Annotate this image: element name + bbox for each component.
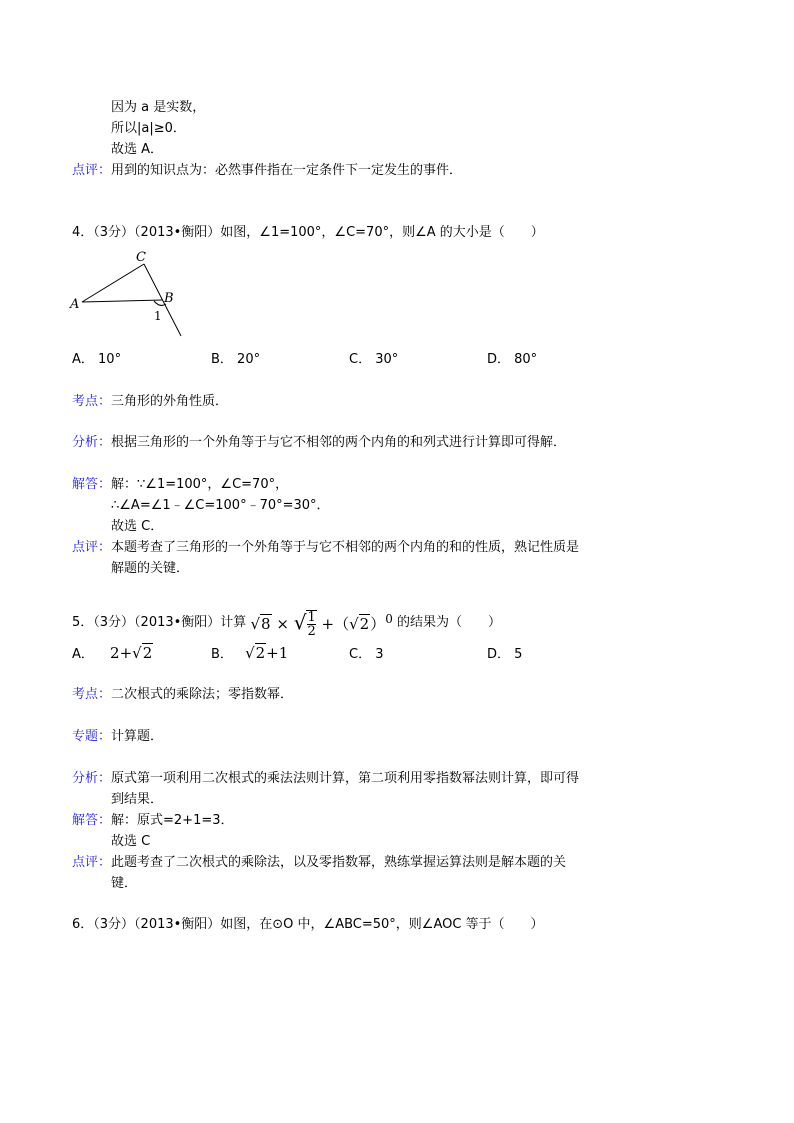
q5-stem-prefix: 5．（3分）（2013•衡阳）计算 bbox=[72, 614, 247, 630]
comment-text: 用到的知识点为：必然事件指在一定条件下一定发生的事件． bbox=[111, 163, 463, 178]
q5-analysis-2: 到结果． bbox=[111, 792, 164, 807]
option-label: A． bbox=[72, 647, 94, 662]
left-paren: （ bbox=[334, 615, 350, 633]
q4-comment-1 bbox=[72, 538, 579, 558]
numerator: 1 bbox=[307, 609, 316, 625]
topic-tag: 专题： bbox=[72, 729, 112, 744]
analysis-tag: 分析： bbox=[72, 435, 112, 450]
option-label: B． bbox=[211, 647, 233, 662]
sqrt-2: √2 bbox=[245, 644, 266, 662]
solution-text: 解：原式=2+1=3． bbox=[111, 813, 234, 828]
q5-solution-2: 故选 C bbox=[111, 834, 151, 849]
option-a-value bbox=[110, 644, 153, 662]
comment-tag: 点评： bbox=[72, 163, 112, 178]
q5-topic bbox=[72, 727, 163, 747]
comment-text: 本题考查了三角形的一个外角等于与它不相邻的两个内角的和的性质，熟记性质是 bbox=[111, 540, 580, 555]
comment-text: 此题考查了二次根式的乘除法，以及零指数幂，熟练掌握运算法则是解本题的关 bbox=[111, 855, 567, 870]
q6-stem: 6．（3分）（2013•衡阳）如图，在⊙O 中，∠ABC=50°，则∠AOC 等于（ ） bbox=[72, 917, 544, 932]
q5-stem bbox=[72, 607, 501, 638]
denominator: 2 bbox=[307, 623, 316, 639]
q4-option-a: A． 10° bbox=[72, 352, 122, 367]
option-a-int: 2+ bbox=[110, 644, 133, 662]
q4-knowledge bbox=[72, 392, 228, 412]
q4-solution-2: ∴∠A=∠1﹣∠C=100°﹣70°=30°． bbox=[111, 498, 330, 513]
prev-comment bbox=[72, 161, 462, 181]
q5-comment-1 bbox=[72, 853, 566, 873]
sqrt-half: √ $\frac{1}{2}$ bbox=[293, 609, 316, 639]
comment-tag: 点评： bbox=[72, 855, 112, 870]
q4-solution-1 bbox=[72, 475, 288, 495]
option-b-value bbox=[245, 644, 288, 662]
solution-tag: 解答： bbox=[72, 813, 112, 828]
solution-tag: 解答： bbox=[72, 477, 112, 492]
analysis-text: 原式第一项利用二次根式的乘法法则计算，第二项利用零指数幂法则计算，即可得 bbox=[111, 771, 580, 786]
label-a: A bbox=[70, 297, 80, 312]
prev-line-2: 所以|a|≥0． bbox=[111, 121, 186, 136]
label-angle-1: 1 bbox=[154, 309, 162, 323]
q4-stem: 4．（3分）（2013•衡阳）如图，∠1=100°，∠C=70°，则∠A 的大小是（ ） bbox=[72, 225, 544, 240]
analysis-tag: 分析： bbox=[72, 771, 112, 786]
q5-option-b bbox=[211, 643, 288, 665]
sqrt-8: √8 bbox=[250, 615, 271, 633]
option-b-tail: +1 bbox=[266, 644, 289, 662]
times-sign: × bbox=[276, 615, 289, 633]
q5-option-d: D． 5 bbox=[487, 647, 523, 662]
q5-analysis-1 bbox=[72, 769, 579, 789]
solution-text: 解：∵∠1=100°，∠C=70°， bbox=[111, 477, 289, 492]
q4-comment-2: 解题的关键． bbox=[111, 561, 190, 576]
label-b: B bbox=[164, 291, 174, 306]
knowledge-tag: 考点： bbox=[72, 394, 112, 409]
q5-option-c: C． 3 bbox=[349, 647, 384, 662]
q5-stem-suffix: 的结果为（ ） bbox=[397, 614, 502, 630]
q5-expression bbox=[250, 607, 392, 638]
q5-option-a bbox=[72, 643, 153, 665]
sqrt-2: √2 bbox=[132, 644, 153, 662]
radicand: 2 bbox=[142, 644, 153, 662]
radicand-2: 2 bbox=[359, 615, 370, 633]
q4-option-b: B． 20° bbox=[211, 352, 261, 367]
prev-line-1: 因为 a 是实数， bbox=[111, 100, 206, 115]
label-c: C bbox=[136, 250, 146, 265]
sqrt-2: √2 bbox=[349, 615, 370, 633]
comment-tag: 点评： bbox=[72, 540, 112, 555]
knowledge-tag: 考点： bbox=[72, 687, 112, 702]
plus-sign: + bbox=[321, 615, 335, 633]
q4-solution-3: 故选 C． bbox=[111, 519, 164, 534]
knowledge-text: 二次根式的乘除法；零指数幂． bbox=[111, 687, 294, 702]
exponent-0: 0 bbox=[385, 612, 393, 626]
q4-analysis bbox=[72, 433, 566, 453]
q5-knowledge bbox=[72, 685, 293, 705]
right-paren: ） bbox=[370, 615, 386, 633]
topic-text: 计算题． bbox=[111, 729, 164, 744]
q5-comment-2: 键． bbox=[111, 876, 138, 891]
q4-option-d: D． 80° bbox=[487, 352, 538, 367]
q5-solution-1 bbox=[72, 811, 234, 831]
knowledge-text: 三角形的外角性质． bbox=[111, 394, 229, 409]
q4-option-c: C． 30° bbox=[349, 352, 399, 367]
prev-line-3: 故选 A． bbox=[111, 142, 164, 157]
analysis-text: 根据三角形的一个外角等于与它不相邻的两个内角的和列式进行计算即可得解． bbox=[111, 435, 567, 450]
radicand-8: 8 bbox=[261, 615, 271, 633]
radicand: 2 bbox=[255, 644, 266, 662]
q4-triangle-figure bbox=[66, 246, 196, 341]
